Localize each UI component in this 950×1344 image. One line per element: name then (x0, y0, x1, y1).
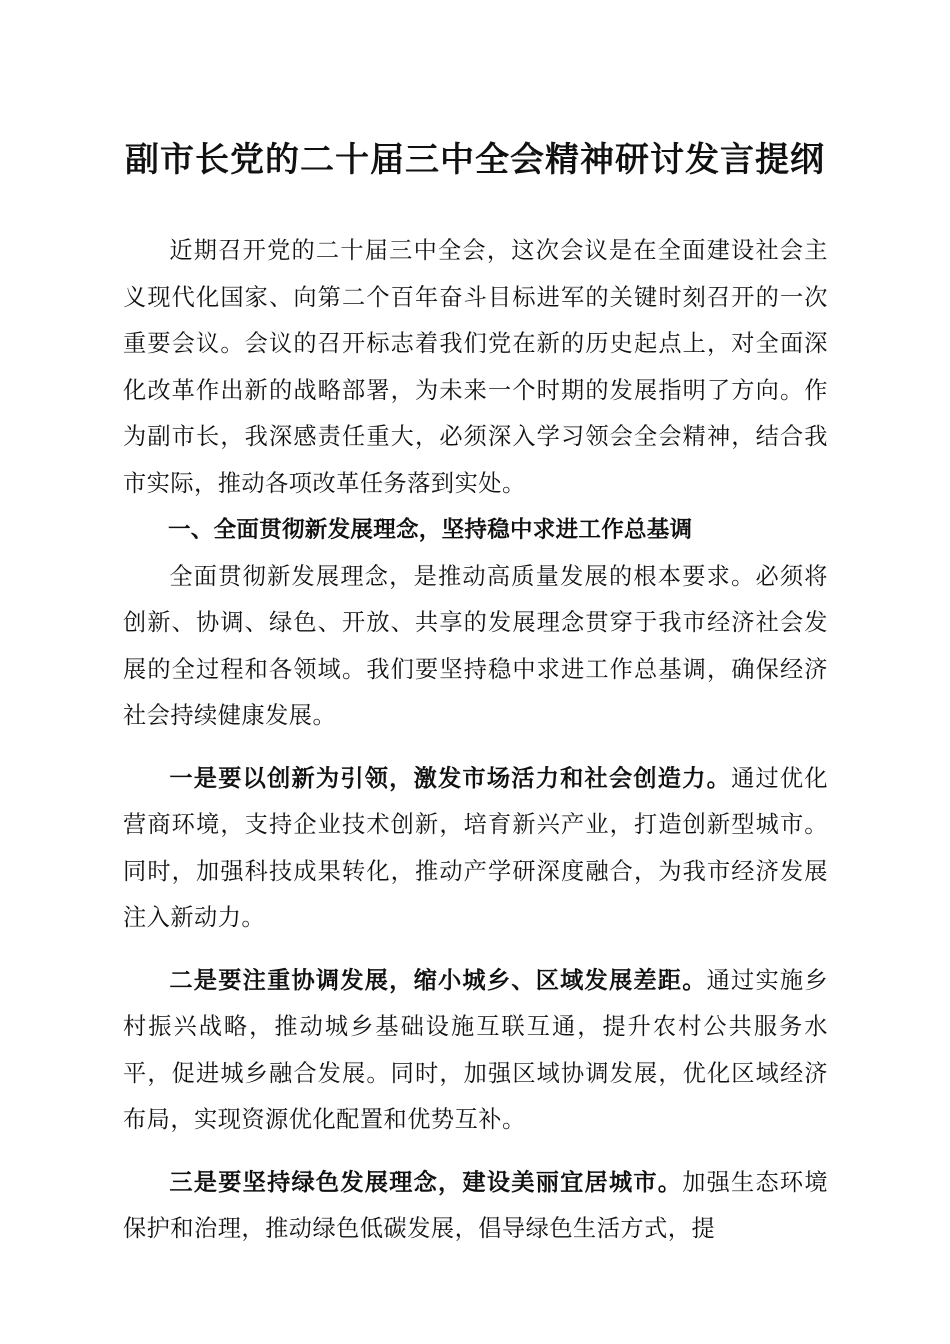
point-text-2: 通过实施乡村振兴战略，推动城乡基础设施互联互通，提升农村公共服务水平，促进城乡融合发展。同时，加强区域协调发展，优化区域经济布局，实现资源优化配置和优势互补。 (123, 966, 829, 1133)
point-lead-2: 二是要注重协调发展，缩小城乡、区域发展差距。 (169, 966, 707, 994)
point-text-3: 加强生态环境保护和治理，推动绿色低碳发展，倡导绿色生活方式，提 (123, 1168, 829, 1242)
point-lead-1: 一是要以创新为引领，激发市场活力和社会创造力。 (169, 764, 732, 792)
intro-paragraph: 近期召开党的二十届三中全会，这次会议是在全面建设社会主义现代化国家、向第二个百年奋斗目标进军的关键时刻召开的一次重要会议。会议的召开标志着我们党在新的历史起点上，对全面深化改革作出新的战略部署，为未来一个时期的发展指明了方向。作为副市长，我深感责任重大，必须深入学习领会全会精神，结合我市实际，推动各项改革任务落到实处。 (123, 237, 828, 497)
document-body (123, 228, 828, 1253)
point-paragraph-1 (123, 756, 828, 942)
document-title: 副市长党的二十届三中全会精神研讨发言提纲 (125, 140, 825, 180)
point-text-1: 通过优化营商环境，支持企业技术创新，培育新兴产业，打造创新型城市。同时，加强科技成果转化，推动产学研深度融合，为我市经济发展注入新动力。 (123, 764, 829, 931)
section-paragraph-1: 全面贯彻新发展理念，是推动高质量发展的根本要求。必须将创新、协调、绿色、开放、共享的发展理念贯穿于我市经济社会发展的全过程和各领域。我们要坚持稳中求进工作总基调，确保经济社会持续健康发展。 (123, 562, 828, 729)
point-lead-3: 三是要坚持绿色发展理念，建设美丽宜居城市。 (169, 1168, 683, 1196)
point-paragraph-3 (123, 1160, 828, 1253)
section-heading-1: 一、全面贯彻新发展理念，坚持稳中求进工作总基调 (168, 517, 693, 543)
point-paragraph-2 (123, 958, 828, 1144)
